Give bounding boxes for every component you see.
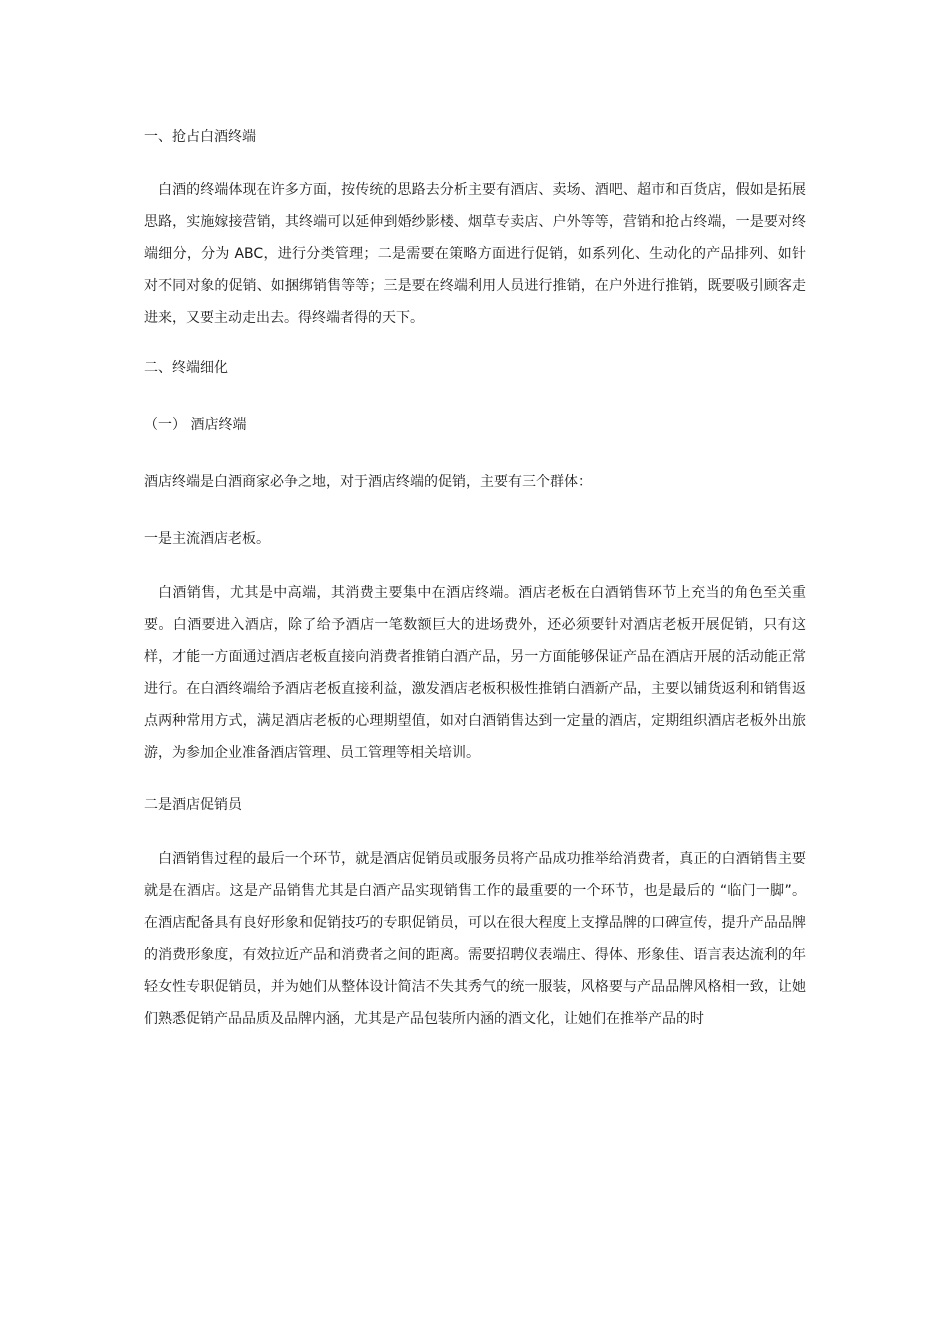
paragraph-hotel-promoter: 白酒销售过程的最后一个环节，就是酒店促销员或服务员将产品成功推举给消费者，真正的白酒销售主要就是在酒店。这是产品销售尤其是白酒产品实现销售工作的最重要的一个环节，也是最后的 “临门一脚”。在酒店配备具有良好形象和促销技巧的专职促销员，可以在很大程度上支撑品牌的口碑宣传，提升产品品牌的消费形象度，有效拉近产品和消费者之间的距离。需要招聘仪表端庄、得体、形象佳、语言表达流利的年轻女性专职促销员，并为她们从整体设计简洁不失其秀气的统一服装，风格要与产品品牌风格相一致，让她们熟悉促销产品品质及品牌内涵，尤其是产品包装所内涵的酒文化，让她们在推举产品的时 (144, 851, 806, 1027)
group-title-hotel-owner: 一是主流酒店老板。 (144, 531, 270, 547)
section-heading-terminal-refinement: 二、终端细化 (144, 360, 228, 376)
section-heading-seize-terminal: 一、抢占白酒终端 (144, 129, 256, 145)
document-page (144, 123, 806, 1035)
subsection-heading-hotel-terminal: （一） 酒店终端 (144, 417, 247, 433)
paragraph-terminal-overview: 白酒的终端体现在许多方面，按传统的思路去分析主要有酒店、卖场、酒吧、超市和百货店，假如是拓展思路，实施嫁接营销，其终端可以延伸到婚纱影楼、烟草专卖店、户外等等，营销和抢占终端，一是要对终端细分，分为 ABC，进行分类管理；二是需要在策略方面进行促销，如系列化、生动化的产品排列、如针对不同对象的促销、如捆绑销售等等；三是要在终端利用人员进行推销，在户外进行推销，既要吸引顾客走进来，又要主动走出去。得终端者得的天下。 (144, 182, 806, 326)
paragraph-hotel-intro: 酒店终端是白酒商家必争之地，对于酒店终端的促销，主要有三个群体： (144, 474, 592, 490)
paragraph-hotel-owner: 白酒销售，尤其是中高端，其消费主要集中在酒店终端。酒店老板在白酒销售环节上充当的角色至关重要。白酒要进入酒店，除了给予酒店一笔数额巨大的进场费外，还必须要针对酒店老板开展促销，只有这样，才能一方面通过酒店老板直接向消费者推销白酒产品，另一方面能够保证产品在酒店开展的活动能正常进行。在白酒终端给予酒店老板直接利益，激发酒店老板积极性推销白酒新产品，主要以铺货返利和销售返点两种常用方式，满足酒店老板的心理期望值，如对白酒销售达到一定量的酒店，定期组织酒店老板外出旅游，为参加企业准备酒店管理、员工管理等相关培训。 (144, 585, 806, 761)
group-title-hotel-promoter: 二是酒店促销员 (144, 797, 242, 813)
